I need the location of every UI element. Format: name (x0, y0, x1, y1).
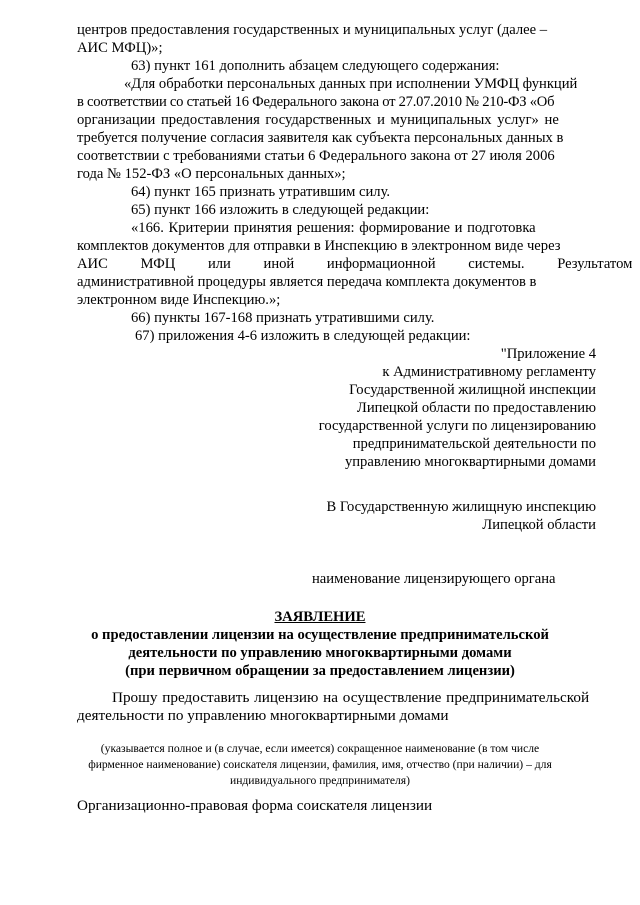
body-line-7: требуется получение согласия заявителя как субъекта персональных данных в (77, 130, 564, 146)
body-line-9: года № 152-ФЗ «О персональных данных»; (77, 166, 346, 182)
statement-subtitle-1: о предоставлении лицензии на осуществление предпринимательской (91, 627, 549, 643)
appendix-line-6: предпринимательской деятельности по (352, 436, 596, 452)
body-line-14: АИС МФЦ или иной информационной системы. Результатом (77, 256, 633, 272)
item-63: 63) пункт 161 дополнить абзацем следующего содержания: (131, 58, 500, 74)
body-line-8: соответствии с требованиями статьи 6 Федерального закона от 27 июля 2006 (77, 148, 555, 164)
appendix-number: "Приложение 4 (500, 346, 596, 362)
addressee-line-2: Липецкой области (482, 517, 596, 533)
body-line-12: «166. Критерии принятия решения: формирование и подготовка (131, 220, 536, 236)
item-66: 66) пункты 167-168 признать утратившими силу. (131, 310, 435, 326)
body-line-5: в соответствии со статьей 16 Федерального закона от 27.07.2010 № 210-ФЗ «Об (77, 94, 555, 110)
body-line-16: электронном виде Инспекцию.»; (77, 292, 281, 308)
applicant-note-2: фирменное наименование) соискателя лицензии, фамилия, имя, отчество (при наличии) – для (88, 758, 552, 771)
appendix-line-3: Государственной жилищной инспекции (349, 382, 596, 398)
appendix-line-7: управлению многоквартирными домами (344, 454, 596, 470)
licensing-authority-caption: наименование лицензирующего органа (312, 571, 556, 587)
body-line-15: административной процедуры является передача комплекта документов в (77, 274, 537, 290)
request-line-2: деятельности по управлению многоквартирными домами (77, 707, 449, 724)
legal-form-label: Организационно-правовая форма соискателя лицензии (77, 797, 433, 814)
body-line-1: центров предоставления государственных и муниципальных услуг (далее – (77, 22, 548, 38)
body-line-6: организации предоставления государственных и муниципальных услуг» не (77, 112, 559, 128)
statement-subtitle-2: деятельности по управлению многоквартирными домами (128, 645, 512, 661)
appendix-line-2: к Административному регламенту (382, 364, 596, 380)
item-65: 65) пункт 166 изложить в следующей редакции: (131, 202, 430, 218)
body-line-13: комплектов документов для отправки в Инспекцию в электронном виде через (77, 238, 561, 254)
appendix-line-4: Липецкой области по предоставлению (356, 400, 596, 416)
request-line-1: Прошу предоставить лицензию на осуществление предпринимательской (112, 689, 590, 706)
addressee-line-1: В Государственную жилищную инспекцию (326, 499, 596, 515)
body-line-4: «Для обработки персональных данных при исполнении УМФЦ функций (124, 76, 578, 92)
statement-title: ЗАЯВЛЕНИЕ (274, 609, 366, 625)
statement-subtitle-3: (при первичном обращении за предоставлением лицензии) (125, 663, 515, 679)
applicant-note-3: индивидуального предпринимателя) (229, 774, 411, 787)
appendix-line-5: государственной услуги по лицензированию (318, 418, 596, 434)
item-64: 64) пункт 165 признать утратившим силу. (131, 184, 391, 200)
item-67: 67) приложения 4-6 изложить в следующей редакции: (135, 328, 471, 344)
applicant-note-1: (указывается полное и (в случае, если имеется) сокращенное наименование (в том числе (100, 742, 540, 755)
body-line-2: АИС МФЦ)»; (77, 40, 163, 56)
